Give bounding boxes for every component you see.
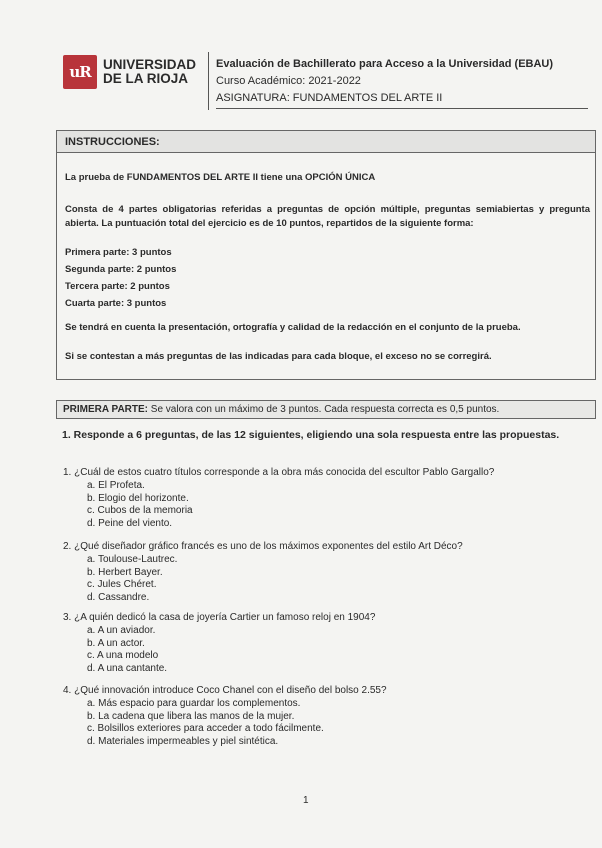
logo-line-1: UNIVERSIDAD: [103, 57, 197, 72]
parts-list: [65, 244, 176, 312]
answer-option: a. Toulouse-Lautrec.: [87, 554, 178, 565]
university-logo: [63, 55, 208, 95]
instructions-description: Consta de 4 partes obligatorias referidas a preguntas de opción múltiple, preguntas semiabiertas y pregunta abierta. La puntuación total del ejercicio es de 10 puntos, repartidos de la siguiente forma:: [65, 204, 590, 229]
question-text: 2. ¿Qué diseñador gráfico francés es uno de los máximos exponentes del estilo Art Déco?: [63, 541, 463, 552]
answer-option: d. A una cantante.: [87, 662, 168, 674]
header-rule: [216, 108, 588, 109]
instructions-box: [56, 130, 596, 380]
instructions-intro: La prueba de FUNDAMENTOS DEL ARTE II tiene una OPCIÓN ÚNICA: [65, 172, 376, 183]
answer-option: a. A un aviador.: [87, 625, 156, 636]
page-number: 1: [303, 795, 309, 806]
exam-title: Evaluación de Bachillerato para Acceso a la Universidad (EBAU): [216, 58, 554, 70]
answer-option: c. Jules Chéret.: [87, 579, 157, 590]
answer-option: c. A una modelo: [87, 650, 159, 661]
presentation-note: Se tendrá en cuenta la presentación, ortografía y calidad de la redacción en el conjunto de la prueba.: [65, 322, 521, 333]
question-text: 3. ¿A quién dedicó la casa de joyería Cartier un famoso reloj en 1904?: [63, 612, 376, 623]
extra-answers-note: Si se contestan a más preguntas de las indicadas para cada bloque, el exceso no se corregirá.: [65, 351, 492, 362]
header-divider: [208, 52, 209, 110]
question-4: [63, 684, 387, 748]
part-score: Tercera parte: 2 puntos: [65, 281, 170, 292]
answer-option: b. A un actor.: [87, 637, 145, 649]
answer-option: c. Bolsillos exteriores para acceder a todo fácilmente.: [87, 723, 324, 734]
question-text: 1. ¿Cuál de estos cuatro títulos corresponde a la obra más conocida del escultor Pablo Gargallo?: [63, 467, 495, 478]
exam-header-info: [216, 56, 586, 107]
answer-option: a. Más espacio para guardar los complementos.: [87, 698, 301, 709]
question-text: 4. ¿Qué innovación introduce Coco Chanel con el diseño del bolso 2.55?: [63, 685, 387, 696]
primera-parte-note: Se valora con un máximo de 3 puntos. Cada respuesta correcta es 0,5 puntos.: [150, 404, 500, 415]
part-score: Cuarta parte: 3 puntos: [65, 298, 167, 309]
answer-option: b. La cadena que libera las manos de la mujer.: [87, 710, 295, 722]
university-emblem-icon: uR: [63, 55, 97, 89]
primera-parte-title: PRIMERA PARTE:: [63, 404, 148, 415]
question-3: [63, 611, 375, 675]
answer-option: c. Cubos de la memoria: [87, 505, 193, 516]
answer-option: d. Materiales impermeables y piel sintética.: [87, 735, 279, 747]
answer-options: [87, 698, 387, 748]
university-name: [103, 58, 196, 86]
answer-options: [87, 480, 494, 530]
logo-line-2: DE LA RIOJA: [103, 71, 189, 86]
primera-parte-header: [56, 400, 596, 419]
answer-option: d. Cassandre.: [87, 591, 150, 603]
answer-option: d. Peine del viento.: [87, 517, 173, 529]
answer-option: b. Elogio del horizonte.: [87, 492, 189, 504]
question-2: [63, 540, 463, 604]
answer-option: b. Herbert Bayer.: [87, 566, 163, 578]
answer-options: [87, 554, 463, 604]
answer-option: a. El Profeta.: [87, 480, 145, 491]
primera-parte-instruction: 1. Responde a 6 preguntas, de las 12 siguientes, eligiendo una sola respuesta entre las propuestas.: [62, 429, 560, 441]
subject-name: ASIGNATURA: FUNDAMENTOS DEL ARTE II: [216, 92, 443, 104]
course-year: Curso Académico: 2021-2022: [216, 75, 361, 87]
question-1: [63, 466, 494, 530]
instructions-title: INSTRUCCIONES:: [57, 131, 595, 153]
answer-options: [87, 625, 375, 675]
part-score: Primera parte: 3 puntos: [65, 247, 172, 258]
part-score: Segunda parte: 2 puntos: [65, 264, 177, 275]
